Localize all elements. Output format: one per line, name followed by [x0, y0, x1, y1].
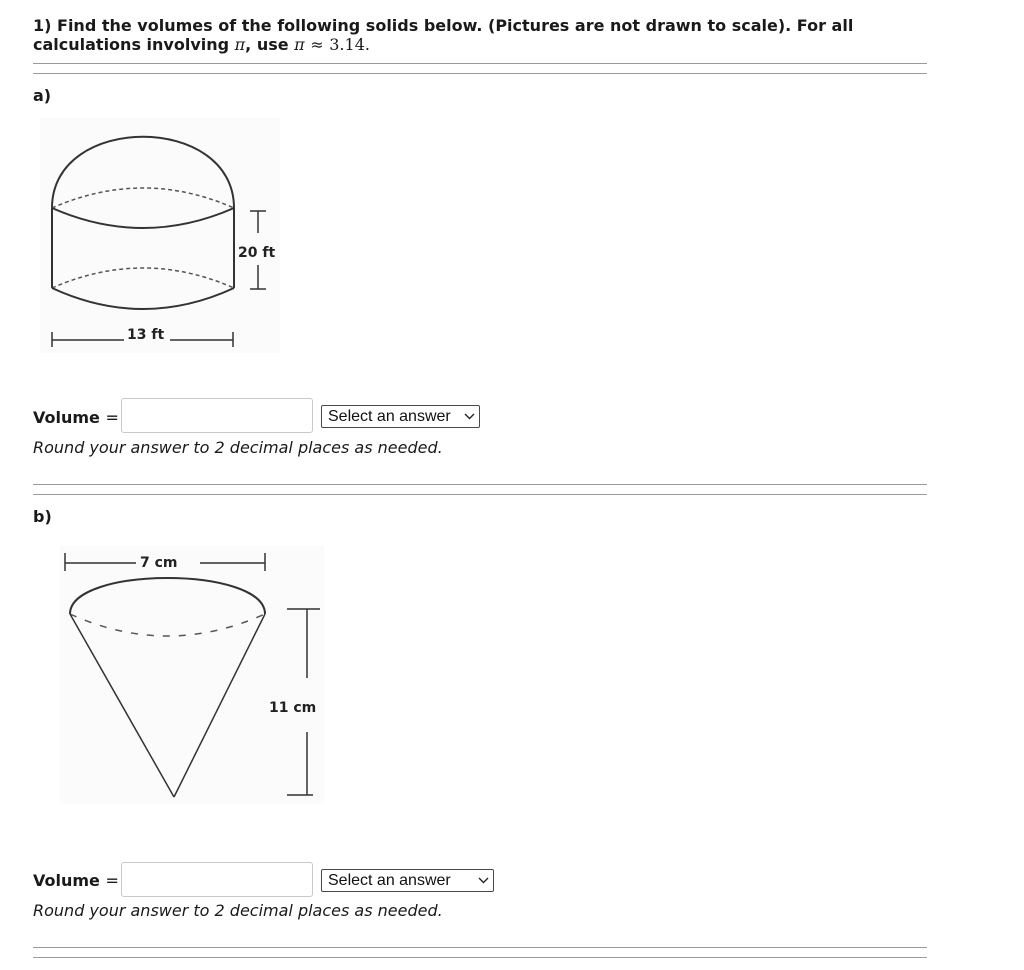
question-prompt — [33, 16, 933, 54]
separator-line — [33, 947, 927, 948]
top-ellipse-back — [52, 188, 234, 208]
volume-label-b: Volume = — [33, 871, 119, 890]
use-text: , use — [245, 35, 289, 54]
height-label-b: 11 cm — [269, 700, 317, 716]
volume-input-a[interactable] — [121, 398, 313, 433]
pi-symbol: π — [234, 35, 246, 54]
volume-input-b[interactable] — [121, 862, 313, 897]
separator-line — [33, 957, 927, 958]
cone-figure — [60, 546, 324, 804]
figure-b-drawing — [60, 546, 324, 804]
rounding-instruction-b: Round your answer to 2 decimal places as needed. — [33, 901, 443, 920]
pi-symbol-2: π — [294, 35, 305, 54]
diameter-label-b: 7 cm — [140, 555, 178, 571]
cone-rim-back — [70, 578, 265, 614]
rounding-instruction-a: Round your answer to 2 decimal places as needed. — [33, 438, 443, 457]
top-ellipse-front — [52, 208, 234, 228]
height-label-a: 20 ft — [238, 245, 276, 261]
width-label-a: 13 ft — [127, 327, 165, 343]
chevron-down-icon — [464, 413, 475, 420]
separator-line — [33, 73, 927, 74]
bottom-ellipse-back — [52, 268, 234, 288]
separator-line — [33, 63, 927, 64]
separator-line — [33, 484, 927, 485]
part-a-label: a) — [33, 86, 52, 105]
figure-a-drawing — [40, 118, 280, 353]
cylinder-with-hemisphere-figure — [40, 118, 280, 353]
volume-label-a: Volume = — [33, 408, 119, 427]
part-b-label: b) — [33, 507, 52, 526]
bottom-ellipse-front — [52, 288, 234, 309]
pi-value: 3.14. — [329, 35, 370, 54]
cone-rim-front — [70, 614, 265, 636]
separator-line — [33, 494, 927, 495]
question-text: 1) Find the volumes of the following solids below. (Pictures are not drawn to scale). For all calculations involving — [33, 16, 854, 54]
chevron-down-icon — [478, 877, 489, 884]
approx-symbol: ≈ — [310, 35, 324, 54]
unit-select-a[interactable] — [321, 405, 480, 428]
unit-select-b-value: Select an answer — [328, 871, 451, 889]
unit-select-b[interactable] — [321, 869, 494, 892]
cone-right-side — [174, 614, 265, 797]
unit-select-a-value: Select an answer — [328, 407, 451, 425]
cone-left-side — [70, 614, 174, 797]
